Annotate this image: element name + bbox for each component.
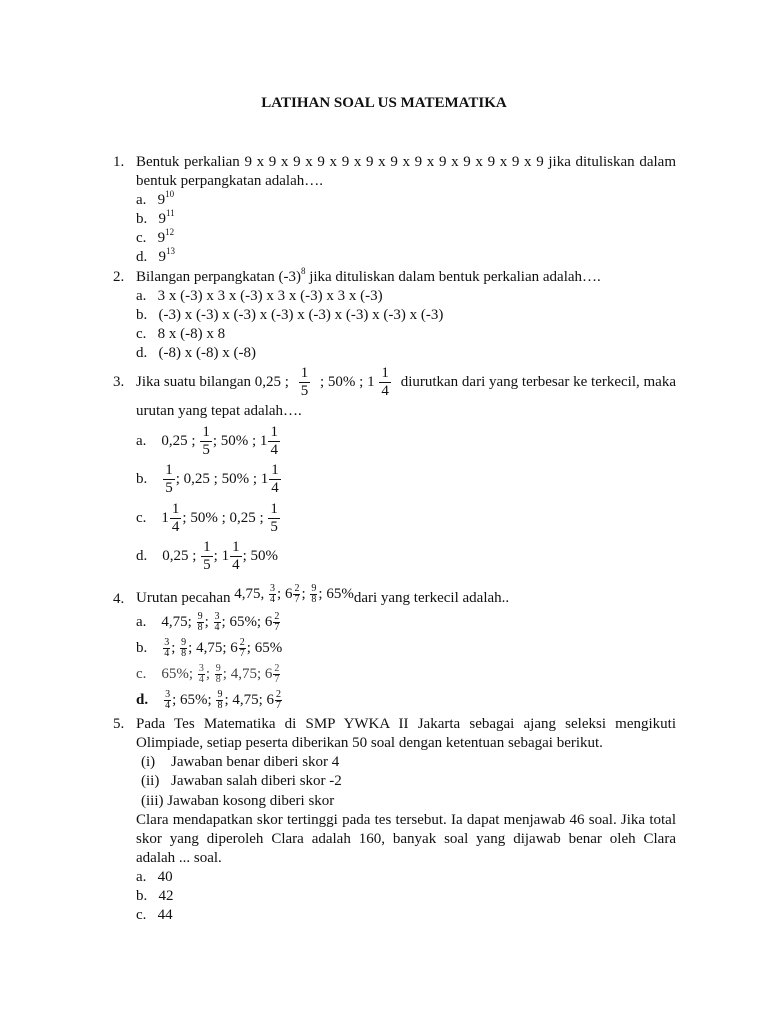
separator: ; xyxy=(205,666,211,682)
option-text: 8 x (-8) x 8 xyxy=(157,326,226,342)
option-base: 9 xyxy=(157,230,166,246)
numerator: 1 xyxy=(165,462,173,479)
option-base: 9 xyxy=(157,192,166,208)
option-text: ; 50% xyxy=(242,548,279,564)
option-letter: a. xyxy=(136,192,147,208)
separator: ; xyxy=(318,586,323,602)
question-text: bentuk perpangkatan adalah…. xyxy=(136,173,324,189)
fraction xyxy=(216,690,223,711)
option-letter: b. xyxy=(136,471,148,487)
fraction xyxy=(239,638,246,659)
fraction xyxy=(268,502,280,535)
denominator: 4 xyxy=(271,480,279,497)
option-c[interactable] xyxy=(136,325,225,344)
rule-number: (i) xyxy=(141,754,156,770)
option-text: ; 50% ; 1 xyxy=(212,433,268,449)
denominator: 8 xyxy=(217,700,223,712)
fraction xyxy=(293,584,300,605)
numerator: 9 xyxy=(181,637,187,649)
question-text-post: jika dituliskan dalam bentuk perkalian adalah…. xyxy=(305,269,601,285)
denominator: 7 xyxy=(239,648,245,660)
option-letter: c. xyxy=(136,907,147,923)
numerator: 1 xyxy=(381,364,389,381)
option-d[interactable] xyxy=(136,539,278,573)
denominator: 4 xyxy=(214,622,220,634)
numerator: 1 xyxy=(171,501,180,518)
rule-2 xyxy=(141,772,342,791)
numerator: 9 xyxy=(311,583,317,595)
fraction xyxy=(180,638,187,659)
separator: ; xyxy=(204,614,209,630)
numerator: 1 xyxy=(270,424,278,441)
option-text: 40 xyxy=(157,869,173,885)
option-text: ; 50% ; 0,25 ; xyxy=(182,510,264,526)
question-text-post: dari yang terkecil adalah.. xyxy=(353,590,510,606)
value: 65%; xyxy=(180,692,212,708)
option-text: 3 x (-3) x 3 x (-3) x 3 x (-3) x 3 x (-3) xyxy=(157,288,383,304)
rule-1 xyxy=(141,753,339,772)
denominator: 5 xyxy=(202,442,210,459)
fraction xyxy=(275,690,282,711)
denominator: 7 xyxy=(276,700,282,712)
value: 4,75; xyxy=(196,640,227,656)
option-base: 9 xyxy=(158,211,166,227)
question-text-mid: ; 50% ; 1 xyxy=(320,374,375,390)
option-text: ; 0,25 ; 50% ; 1 xyxy=(175,471,269,487)
option-b[interactable] xyxy=(136,635,282,661)
fraction xyxy=(197,612,204,633)
question-number: 1. xyxy=(113,154,125,170)
value: 65%; xyxy=(229,614,262,630)
separator: ; xyxy=(171,640,176,656)
denominator: 4 xyxy=(164,648,170,660)
rule-3 xyxy=(141,792,334,811)
fraction xyxy=(269,584,276,605)
question-text: Bentuk perkalian 9 x 9 x 9 x 9 x 9 x 9 x 9 x 9 x 9 x 9 x 9 x 9 x 9 jika dituliskan dalam xyxy=(136,154,676,170)
numerator: 1 xyxy=(203,539,211,556)
fraction xyxy=(200,425,212,458)
separator: ; xyxy=(188,640,193,656)
denominator: 8 xyxy=(197,622,203,634)
option-letter: a. xyxy=(136,433,147,449)
option-text: ; 1 xyxy=(213,548,230,564)
page-title: LATIHAN SOAL US MATEMATIKA xyxy=(261,95,507,111)
question-text xyxy=(136,360,676,404)
question-exponent: 8 xyxy=(300,266,306,276)
fraction xyxy=(379,366,391,399)
option-letter: c. xyxy=(136,666,147,682)
numerator: 1 xyxy=(270,501,278,518)
denominator: 4 xyxy=(381,382,389,399)
denominator: 8 xyxy=(215,674,221,686)
fraction xyxy=(269,463,281,496)
option-text: 44 xyxy=(157,907,173,923)
option-letter: d. xyxy=(136,548,148,564)
option-letter: b. xyxy=(136,211,148,227)
value: 65% xyxy=(326,586,354,602)
denominator: 7 xyxy=(294,594,300,606)
question-number: 4. xyxy=(113,591,125,607)
numerator: 3 xyxy=(270,583,276,595)
numerator: 3 xyxy=(164,637,170,649)
option-a[interactable] xyxy=(136,868,173,887)
question-text-post: diurutkan dari yang terbesar ke terkecil, maka xyxy=(400,374,676,390)
option-letter: a. xyxy=(136,614,147,630)
fraction xyxy=(198,664,205,685)
option-c[interactable] xyxy=(136,661,281,687)
denominator: 8 xyxy=(311,594,317,606)
option-base: 9 xyxy=(158,249,166,265)
fraction xyxy=(163,463,175,496)
option-text: 0,25 ; xyxy=(162,548,197,564)
rule-number: (iii) xyxy=(141,793,164,809)
option-a[interactable] xyxy=(136,424,281,458)
fraction xyxy=(170,502,182,535)
fraction xyxy=(273,664,280,685)
question-paragraph: skor yang diperoleh Clara adalah 160, banyak soal yang dijawab benar oleh Clara xyxy=(136,831,676,847)
numerator: 1 xyxy=(232,539,240,556)
separator: ; xyxy=(224,692,229,708)
question-number: 3. xyxy=(113,374,125,390)
fraction xyxy=(214,612,221,633)
denominator: 8 xyxy=(181,648,187,660)
value: 4,75; xyxy=(232,692,263,708)
option-c[interactable] xyxy=(136,906,173,925)
numerator: 3 xyxy=(165,689,171,701)
fraction xyxy=(215,664,222,685)
option-text: 0,25 ; xyxy=(161,433,196,449)
denominator: 5 xyxy=(270,519,278,536)
fraction xyxy=(268,425,280,458)
option-letter: d. xyxy=(136,692,149,708)
denominator: 7 xyxy=(274,674,280,686)
value: 65%; xyxy=(161,666,194,682)
whole: 6 xyxy=(284,586,293,602)
option-d[interactable] xyxy=(136,687,283,713)
fraction xyxy=(299,366,311,399)
option-text: 1 xyxy=(161,510,169,526)
option-text: (-8) x (-8) x (-8) xyxy=(158,345,256,361)
value: 4,75; xyxy=(230,666,262,682)
fraction xyxy=(273,612,280,633)
whole: 6 xyxy=(264,614,273,630)
separator: ; xyxy=(221,614,226,630)
option-text: 42 xyxy=(158,888,174,904)
whole: 6 xyxy=(266,692,275,708)
whole: 6 xyxy=(264,666,273,682)
fraction xyxy=(164,690,171,711)
question-text-pre: Bilangan perpangkatan (-3) xyxy=(136,269,301,285)
option-letter: b. xyxy=(136,888,148,904)
option-letter: d. xyxy=(136,249,148,265)
fraction xyxy=(201,540,213,573)
whole: 6 xyxy=(230,640,238,656)
option-exponent: 13 xyxy=(166,246,175,256)
numerator: 9 xyxy=(215,663,221,675)
numerator: 1 xyxy=(300,364,309,381)
numerator: 1 xyxy=(271,462,279,479)
option-text: (-3) x (-3) x (-3) x (-3) x (-3) x (-3) x (-3) x (-3) xyxy=(158,307,444,323)
question-text-pre: Urutan pecahan xyxy=(136,590,231,606)
option-letter: a. xyxy=(136,288,147,304)
numerator: 2 xyxy=(239,637,245,649)
denominator: 4 xyxy=(171,519,180,536)
question-text: Olimpiade, setiap peserta diberikan 50 soal dengan ketentuan sebagai berikut. xyxy=(136,735,603,751)
question-paragraph: Clara mendapatkan skor tertinggi pada tes tersebut. Ia dapat menjawab 46 soal. Jika total xyxy=(136,812,676,828)
option-exponent: 11 xyxy=(166,208,175,218)
numerator: 3 xyxy=(198,663,204,675)
denominator: 4 xyxy=(198,674,204,686)
denominator: 5 xyxy=(300,382,309,399)
option-letter: c. xyxy=(136,230,147,246)
question-text: Pada Tes Matematika di SMP YWKA II Jakarta sebagai ajang seleksi mengikuti xyxy=(136,716,676,732)
separator: ; xyxy=(172,692,177,708)
option-exponent: 12 xyxy=(165,227,175,237)
value: 65% xyxy=(254,640,283,656)
numerator: 2 xyxy=(274,663,280,675)
option-letter: b. xyxy=(136,307,148,323)
numerator: 3 xyxy=(214,611,220,623)
denominator: 5 xyxy=(203,557,211,574)
rule-text: Jawaban benar diberi skor 4 xyxy=(171,754,340,770)
numerator: 9 xyxy=(197,611,203,623)
option-letter: a. xyxy=(136,869,147,885)
rule-number: (ii) xyxy=(141,773,160,789)
numerator: 2 xyxy=(276,689,282,701)
option-letter: c. xyxy=(136,326,147,342)
option-letter: c. xyxy=(136,510,147,526)
denominator: 7 xyxy=(274,622,280,634)
question-number: 2. xyxy=(113,269,125,285)
question-text-pre: Jika suatu bilangan 0,25 ; xyxy=(136,374,289,390)
question-text xyxy=(136,268,601,287)
fraction-list xyxy=(234,577,354,611)
rule-text: Jawaban kosong diberi skor xyxy=(167,793,335,809)
denominator: 5 xyxy=(165,480,173,497)
option-b[interactable] xyxy=(136,462,282,496)
option-b[interactable] xyxy=(136,306,443,325)
numerator: 1 xyxy=(202,424,210,441)
numerator: 2 xyxy=(274,611,280,623)
value: 4,75, xyxy=(234,586,265,602)
option-c[interactable] xyxy=(136,501,281,535)
numerator: 2 xyxy=(294,583,300,595)
fraction xyxy=(163,638,170,659)
fraction xyxy=(310,584,317,605)
denominator: 4 xyxy=(270,442,278,459)
option-exponent: 10 xyxy=(165,189,175,199)
option-b[interactable] xyxy=(136,887,174,906)
fraction xyxy=(230,540,242,573)
option-d[interactable] xyxy=(136,248,175,267)
separator: ; xyxy=(222,666,227,682)
option-a[interactable] xyxy=(136,609,281,635)
numerator: 9 xyxy=(217,689,223,701)
denominator: 4 xyxy=(232,557,240,574)
question-text: urutan yang tepat adalah…. xyxy=(136,403,302,419)
option-letter: b. xyxy=(136,640,148,656)
separator: ; xyxy=(301,586,306,602)
option-letter: d. xyxy=(136,345,148,361)
question-number: 5. xyxy=(113,716,125,732)
separator: ; xyxy=(277,586,282,602)
rule-text: Jawaban salah diberi skor -2 xyxy=(171,773,342,789)
separator: ; xyxy=(246,640,251,656)
option-a[interactable] xyxy=(136,287,383,306)
denominator: 4 xyxy=(165,700,171,712)
question-paragraph: adalah ... soal. xyxy=(136,850,222,866)
value: 4,75; xyxy=(161,614,192,630)
denominator: 4 xyxy=(270,594,276,606)
